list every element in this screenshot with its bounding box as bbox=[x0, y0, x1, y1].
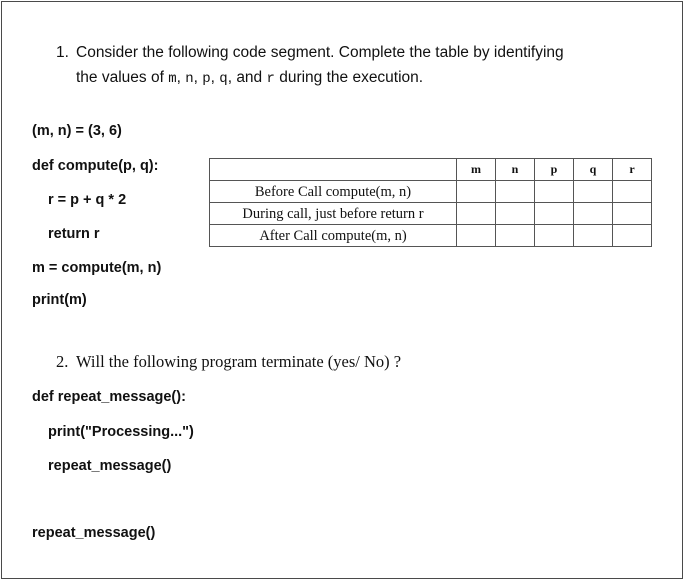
cell-blank[interactable] bbox=[496, 225, 535, 247]
row-label-during: During call, just before return r bbox=[210, 203, 457, 225]
var-p: p bbox=[202, 71, 211, 87]
table-row bbox=[210, 203, 652, 225]
cell-blank[interactable] bbox=[613, 203, 652, 225]
question-1 bbox=[56, 40, 656, 92]
cell-blank[interactable] bbox=[457, 203, 496, 225]
code-line-def: def compute(p, q): bbox=[32, 158, 159, 174]
header-p: p bbox=[535, 159, 574, 181]
var-n: n bbox=[185, 71, 194, 87]
header-q: q bbox=[574, 159, 613, 181]
cell-blank[interactable] bbox=[496, 203, 535, 225]
code2-line-call: repeat_message() bbox=[32, 525, 156, 541]
code2-line-recursive-call: repeat_message() bbox=[48, 458, 172, 474]
row-label-after: After Call compute(m, n) bbox=[210, 225, 457, 247]
code-line-call: m = compute(m, n) bbox=[32, 260, 162, 276]
var-m: m bbox=[168, 71, 177, 87]
table-header-row bbox=[210, 159, 652, 181]
code2-line-def: def repeat_message(): bbox=[32, 389, 186, 405]
cell-blank[interactable] bbox=[574, 181, 613, 203]
cell-blank[interactable] bbox=[613, 225, 652, 247]
question-1-text: Consider the following code segment. Complete the table by identifying bbox=[76, 44, 564, 61]
question-1-text-suffix: during the execution. bbox=[274, 69, 424, 86]
code2-line-print: print("Processing...") bbox=[48, 424, 194, 440]
cell-blank[interactable] bbox=[535, 203, 574, 225]
cell-blank[interactable] bbox=[457, 225, 496, 247]
question-2-number: 2. bbox=[56, 352, 69, 371]
var-r: r bbox=[266, 71, 275, 87]
table-row bbox=[210, 181, 652, 203]
question-1-line-1 bbox=[56, 40, 656, 65]
code-line-print: print(m) bbox=[32, 292, 87, 308]
cell-blank[interactable] bbox=[457, 181, 496, 203]
cell-blank[interactable] bbox=[574, 225, 613, 247]
cell-blank[interactable] bbox=[535, 181, 574, 203]
question-1-text-prefix: the values of bbox=[76, 69, 169, 86]
table-row bbox=[210, 225, 652, 247]
trace-table bbox=[209, 158, 652, 247]
cell-blank[interactable] bbox=[613, 181, 652, 203]
header-m: m bbox=[457, 159, 496, 181]
cell-blank[interactable] bbox=[496, 181, 535, 203]
question-2-text: Will the following program terminate (yes/ No) ? bbox=[76, 352, 402, 371]
code-line-expression: r = p + q * 2 bbox=[48, 192, 127, 208]
code-line-return: return r bbox=[48, 226, 100, 242]
row-label-before: Before Call compute(m, n) bbox=[210, 181, 457, 203]
table-corner-cell bbox=[210, 159, 457, 181]
question-1-line-2 bbox=[56, 65, 656, 92]
separator: , bbox=[210, 69, 220, 86]
question-1-number: 1. bbox=[56, 44, 69, 61]
code-line-assign: (m, n) = (3, 6) bbox=[32, 123, 122, 139]
cell-blank[interactable] bbox=[574, 203, 613, 225]
header-r: r bbox=[613, 159, 652, 181]
var-q: q bbox=[219, 71, 228, 87]
separator: , and bbox=[227, 69, 267, 86]
separator: , bbox=[193, 69, 203, 86]
question-2 bbox=[56, 352, 401, 372]
header-n: n bbox=[496, 159, 535, 181]
separator: , bbox=[176, 69, 186, 86]
cell-blank[interactable] bbox=[535, 225, 574, 247]
